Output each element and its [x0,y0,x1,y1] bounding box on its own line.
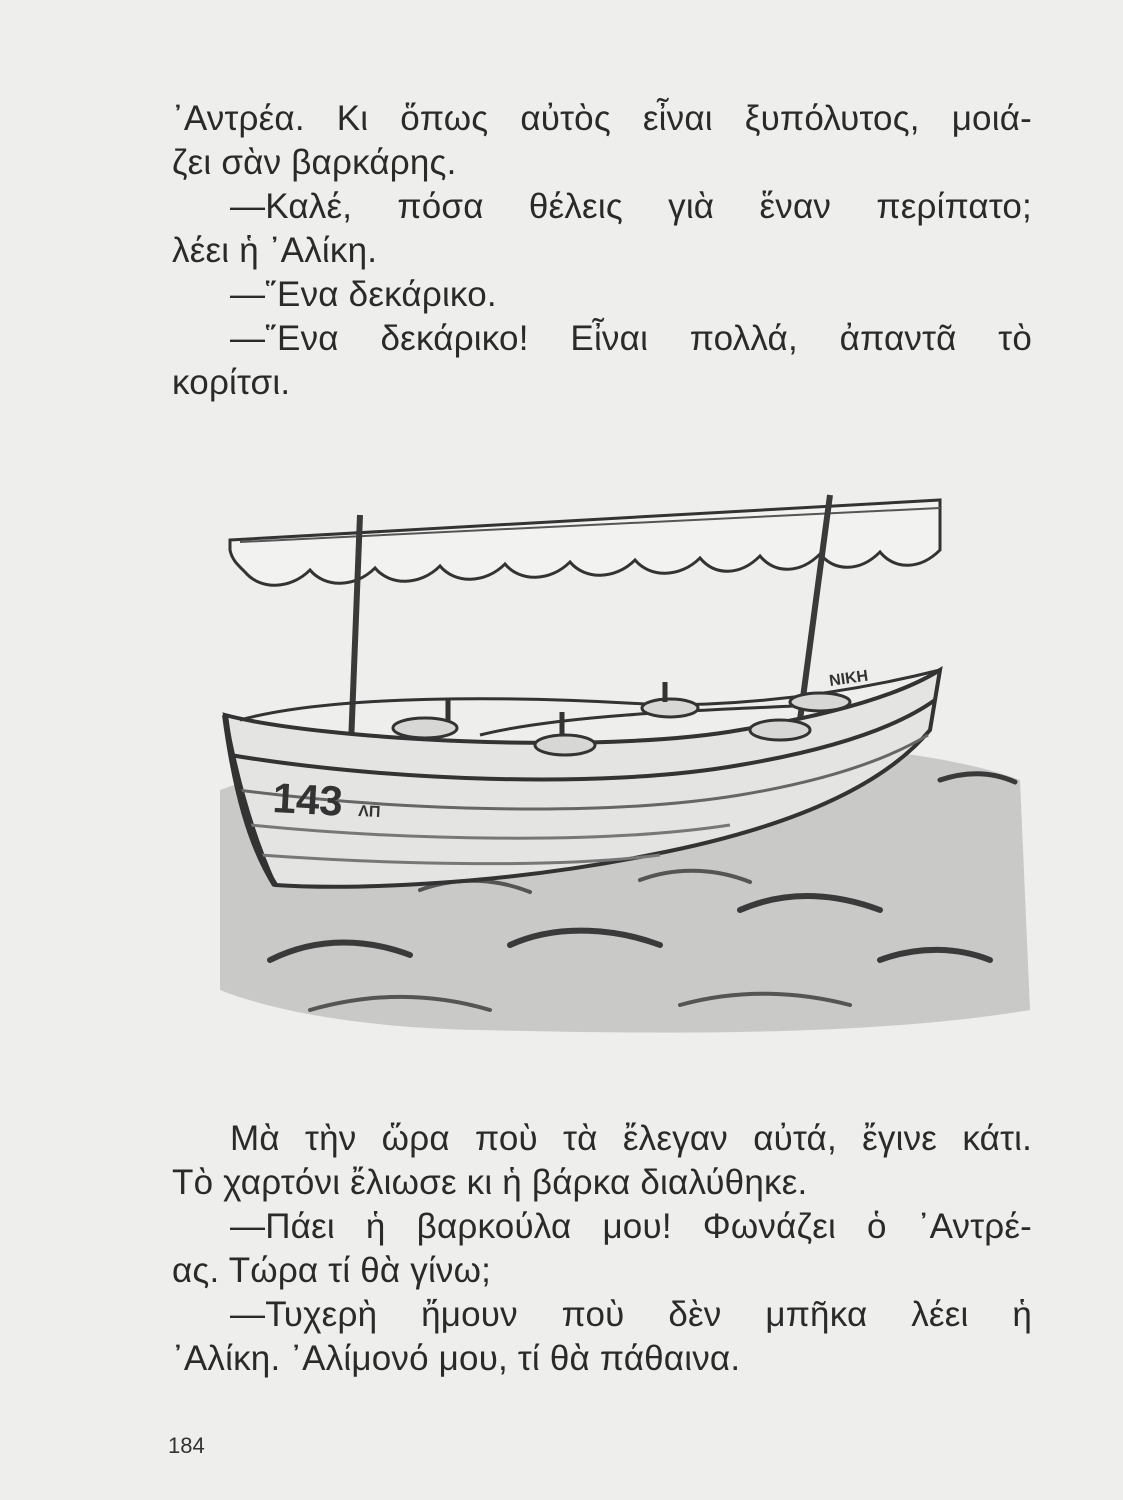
dialog-line: —Καλέ, πόσα θέλεις γιὰ ἕναν περίπατο; [230,187,1032,226]
boat-illustration [180,490,1040,1050]
boat-registry: ΛΠ [357,803,381,822]
dialog-line: —῞Ενα δεκάρικο! Εἶναι πολλά, ἀπαντᾶ τὸ [230,319,1032,358]
boat-awning [230,500,940,585]
dialog-line: —Πάει ἡ βαρκούλα μου! Φωνάζει ὁ ᾿Αντρέ- [230,1207,1032,1246]
dialog-line: —῞Ενα δεκάρικο. [230,275,497,314]
boat-number: 143 [271,774,344,825]
text-line: κορίτσι. [172,363,291,402]
dialog-line: —Τυχερὴ ἤμουν ποὺ δὲν μπῆκα λέει ἡ [230,1295,1032,1334]
boat-name: ΝΙΚΗ [828,667,870,690]
text-line: ᾿Αντρέα. Κι ὅπως αὐτὸς εἶναι ξυπόλυτος, μοιά- [172,99,1032,138]
text-line: Μὰ τὴν ὥρα ποὺ τὰ ἔλεγαν αὐτά, ἔγινε κάτι. [230,1119,1032,1158]
page-number: 184 [168,1433,205,1458]
text-line: ας. Τώρα τί θὰ γίνω; [172,1251,492,1290]
bottom-text [172,1117,1032,1381]
text-line: Τὸ χαρτόνι ἔλιωσε κι ἡ βάρκα διαλύθηκε. [172,1163,808,1202]
text-line: ζει σὰν βαρκάρης. [172,143,457,182]
text-line: λέει ἡ ᾿Αλίκη. [172,231,378,270]
top-text [172,97,1032,405]
text-line: ᾿Αλίκη. ᾿Αλίμονό μου, τί θὰ πάθαινα. [172,1339,741,1378]
